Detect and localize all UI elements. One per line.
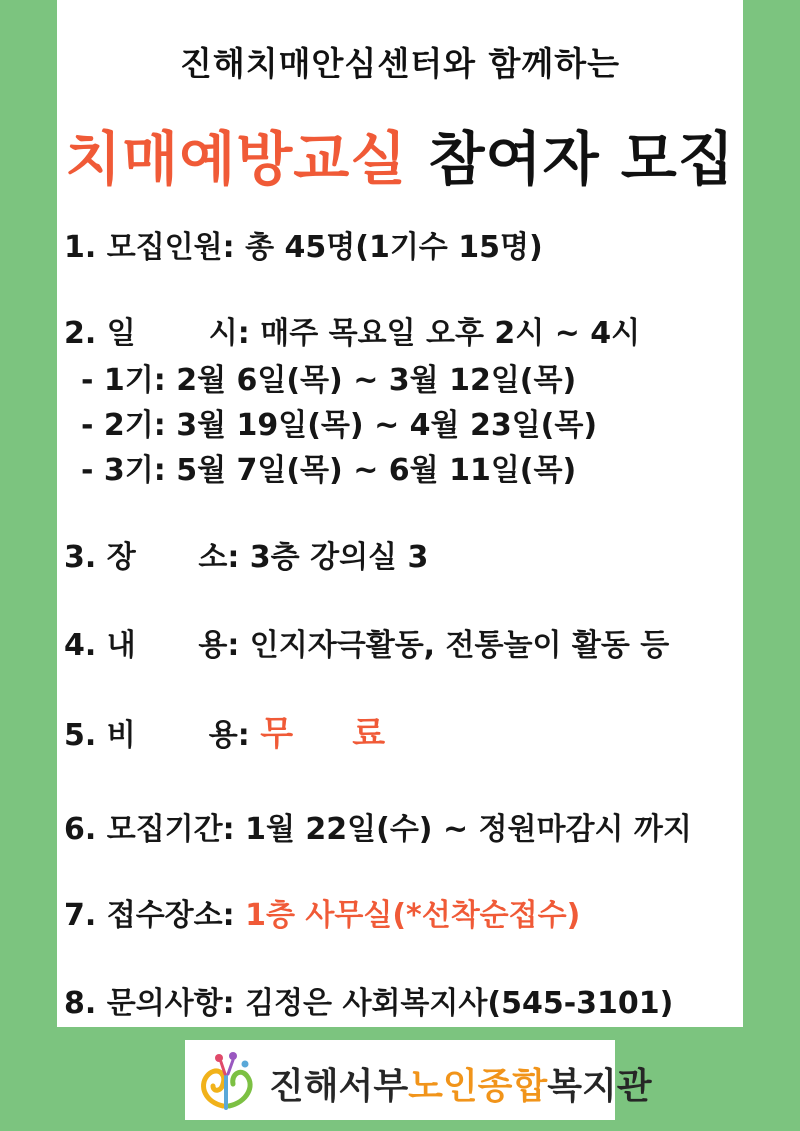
poster-subtitle: 진해치매안심센터와 함께하는 [180, 44, 620, 83]
org-name-part3: 복지관 [547, 1066, 652, 1107]
item-reception [64, 890, 580, 934]
org-logo [185, 1040, 652, 1120]
org-name-part2: 노인종합 [408, 1066, 548, 1107]
title-rest: 참여자 모집 [428, 125, 735, 193]
fee-value: 무 료 [260, 714, 386, 754]
session-1: - 1기: 2월 6일(목) ~ 3월 12일(목) [81, 363, 577, 398]
item-location [64, 532, 428, 576]
item-recruit-count [64, 222, 543, 266]
item-label: 3. 장 소: [64, 540, 250, 575]
org-name-part1: 진해서부 [269, 1066, 409, 1107]
item-value: 김정은 사회복지사(545-3101) [245, 986, 674, 1021]
title-accent: 치매예방교실 [65, 125, 408, 193]
item-content [64, 620, 669, 664]
item-label: 2. 일 시: [64, 316, 261, 351]
item-value: 총 45명(1기수 15명) [245, 230, 543, 265]
poster-title [57, 112, 743, 196]
item-value: 인지자극활동, 전통놀이 활동 등 [249, 628, 670, 663]
item-fee [64, 706, 385, 755]
item-schedule [64, 308, 640, 352]
item-label: 1. 모집인원: [64, 230, 246, 265]
item-inquiry [64, 978, 673, 1022]
butterfly-logo-icon [193, 1046, 263, 1114]
item-value: 3층 강의실 3 [249, 540, 429, 575]
item-label: 8. 문의사항: [64, 986, 246, 1021]
item-label: 4. 내 용: [64, 628, 250, 663]
item-value: 매주 목요일 오후 2시 ~ 4시 [260, 316, 641, 351]
poster-panel [57, 0, 743, 1027]
item-period [64, 804, 692, 848]
session-3: - 3기: 5월 7일(목) ~ 6월 11일(목) [81, 453, 577, 488]
item-label: 5. 비 용: [64, 718, 261, 753]
reception-value: 1층 사무실(*선착순접수) [245, 898, 581, 933]
session-2: - 2기: 3월 19일(목) ~ 4월 23일(목) [81, 408, 598, 443]
item-value: 1월 22일(수) ~ 정원마감시 까지 [245, 812, 692, 847]
item-label: 6. 모집기간: [64, 812, 246, 847]
item-label: 7. 접수장소: [64, 898, 246, 933]
org-name [269, 1058, 652, 1109]
